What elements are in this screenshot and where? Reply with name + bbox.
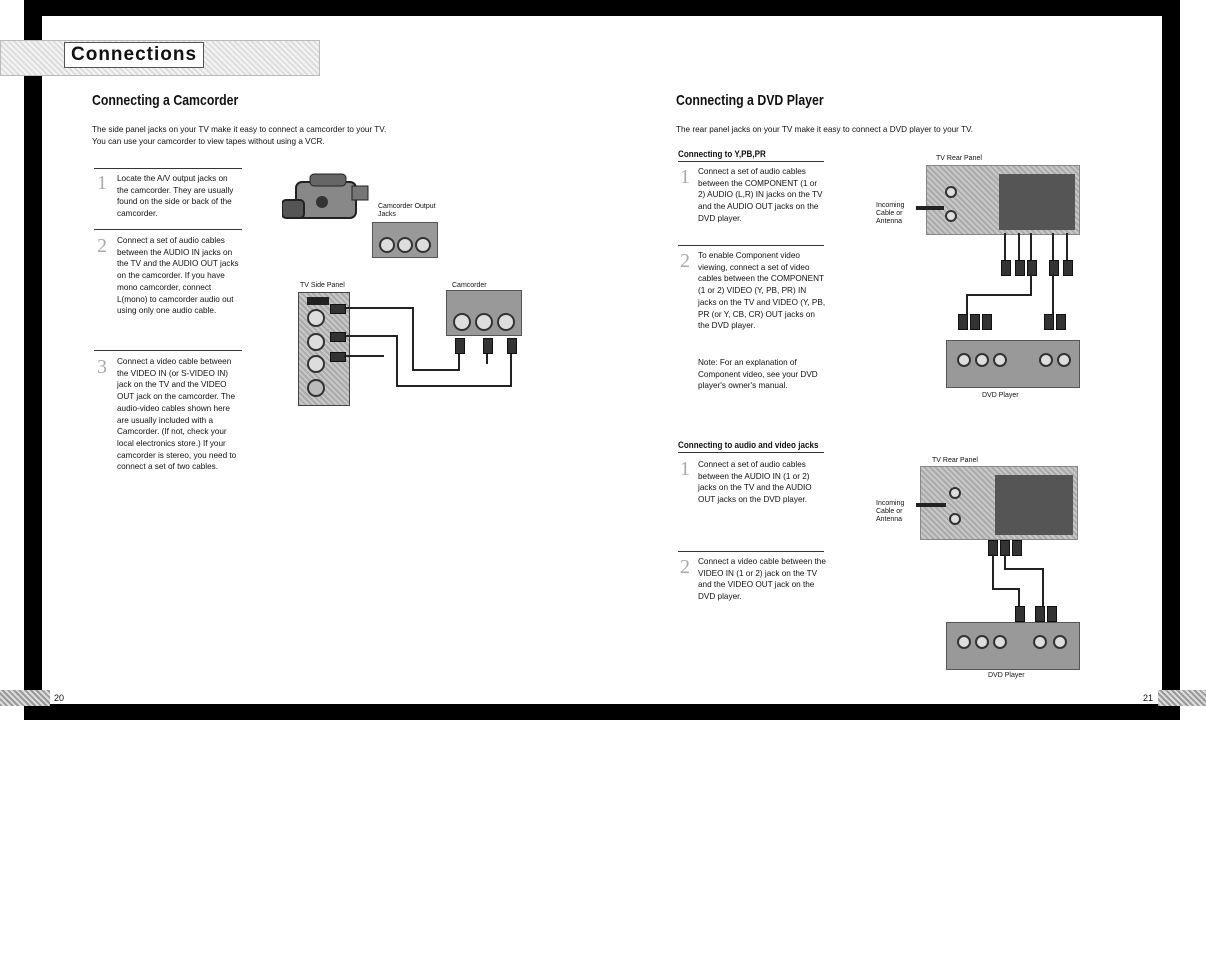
cable <box>966 294 968 314</box>
plug <box>1044 314 1054 330</box>
camcorder-illustration <box>282 172 372 236</box>
camcorder-output-label: Camcorder Output Jacks <box>378 203 436 218</box>
step-rule <box>678 245 824 246</box>
plug <box>958 314 968 330</box>
step-rule <box>678 551 824 552</box>
jack <box>415 237 431 253</box>
step-text: Connect a set of audio cables between the AUDIO IN jacks on the TV and the AUDIO OUT jacks on the camcorder. If you have mono camcorder, connect L(mono) to camcorder audio out using only one audio cable. <box>117 236 239 316</box>
cable <box>1030 233 1032 263</box>
camcorder-jack-panel <box>446 290 522 336</box>
subsection-heading: Connecting to Y,PB,PR <box>678 149 766 160</box>
jack <box>1053 635 1067 649</box>
dvd-player-panel <box>946 340 1080 388</box>
jack <box>957 353 971 367</box>
dvd-player-label: DVD Player <box>982 392 1019 399</box>
component-jack-block <box>999 174 1075 230</box>
cable <box>344 335 398 337</box>
jack <box>453 313 471 331</box>
cable <box>396 385 512 387</box>
footer-pattern-right <box>1158 690 1206 706</box>
step-number: 1 <box>97 172 107 194</box>
step-number: 2 <box>680 250 690 272</box>
cable <box>412 369 460 371</box>
s-video-jack <box>307 379 325 397</box>
step-text: Connect a video cable between the VIDEO IN (1 or 2) jack on the TV and the VIDEO OUT jack on the DVD player. <box>698 557 826 602</box>
bottom-border <box>24 704 1180 720</box>
step-rule <box>94 229 242 230</box>
cable <box>1030 274 1032 296</box>
plug <box>330 332 346 342</box>
step-text: To enable Component video viewing, connect a set of video cables between the COMPONENT (1 or 2) VIDEO (Y, PB, PR) IN jacks on the TV and VIDEO (Y, PB, PR (or Y, CB, CR) OUT jacks on the DVD player. <box>698 251 826 331</box>
jack <box>993 635 1007 649</box>
subsection-heading: Connecting to audio and video jacks <box>678 440 819 451</box>
cable <box>1004 233 1006 263</box>
plug <box>1047 606 1057 622</box>
plug <box>1027 260 1037 276</box>
cable <box>1018 588 1020 606</box>
incoming-label: Incoming Cable or Antenna <box>876 202 905 225</box>
left-border <box>24 0 42 720</box>
step-text: Connect a video cable between the VIDEO IN (or S-VIDEO IN) jack on the TV and the VIDEO OUT jack on the camcorder. The audio-video cables shown here are usually included with a Camcorder. (If not, check your local electronics store.) If your camcorder is stereo, you need to connect a set of two cables. <box>117 357 237 472</box>
step-rule <box>94 168 242 169</box>
cable <box>1052 233 1054 263</box>
page-number-left: 20 <box>54 693 65 703</box>
cable <box>1052 274 1054 316</box>
footer-pattern-left <box>0 690 50 706</box>
plug <box>1015 606 1025 622</box>
antenna-jack <box>949 487 961 499</box>
plug <box>330 352 346 362</box>
plug <box>1056 314 1066 330</box>
panel-label-block <box>307 297 329 305</box>
note-text: Note: For an explanation of Component video, see your DVD player's owner's manual. <box>698 358 818 391</box>
step-rule <box>94 350 242 351</box>
jack <box>975 635 989 649</box>
tv-rear-panel-label: TV Rear Panel <box>932 457 978 464</box>
right-border <box>1162 0 1180 720</box>
page-number-right: 21 <box>1143 693 1154 703</box>
plug <box>982 314 992 330</box>
camcorder-output-jacks <box>372 222 438 258</box>
cable <box>344 307 414 309</box>
jack <box>475 313 493 331</box>
dvd-player-label: DVD Player <box>988 672 1025 679</box>
jack <box>497 313 515 331</box>
plug <box>1015 260 1025 276</box>
jack <box>957 635 971 649</box>
plug <box>1035 606 1045 622</box>
camcorder-intro: The side panel jacks on your TV make it easy to connect a camcorder to your TV. You can use your camcorder to view tapes without using a VCR. <box>92 125 387 146</box>
plug <box>483 338 493 354</box>
step-number: 1 <box>680 166 690 188</box>
jack <box>975 353 989 367</box>
step-number: 2 <box>680 556 690 578</box>
cable <box>1004 568 1044 570</box>
antenna-jack <box>945 210 957 222</box>
page-title: Connections <box>64 42 204 68</box>
cable <box>1042 568 1044 606</box>
step-rule <box>678 452 824 453</box>
plug <box>455 338 465 354</box>
dvd-section-title: Connecting a DVD Player <box>676 92 824 109</box>
plug <box>507 338 517 354</box>
camcorder-section-title: Connecting a Camcorder <box>92 92 239 109</box>
plug <box>1012 540 1022 556</box>
antenna-cable <box>916 503 946 507</box>
plug <box>1063 260 1073 276</box>
step-text: Locate the A/V output jacks on the camcorder. They are usually found on the side or back of the camcorder. <box>117 174 234 219</box>
step-number: 2 <box>97 235 107 257</box>
cable <box>1018 233 1020 263</box>
cable <box>992 588 1020 590</box>
tv-rear-panel-label: TV Rear Panel <box>936 155 982 162</box>
top-border <box>24 0 1180 16</box>
step-text: Connect a set of audio cables between the COMPONENT (1 or 2) AUDIO (L,R) IN jacks on the TV and the AUDIO OUT jacks on the DVD player. <box>698 167 823 223</box>
plug <box>1001 260 1011 276</box>
jack <box>1033 635 1047 649</box>
dvd-intro: The rear panel jacks on your TV make it easy to connect a DVD player to your TV. <box>676 125 974 134</box>
incoming-label: Incoming Cable or Antenna <box>876 500 905 523</box>
camcorder-label: Camcorder <box>452 282 487 289</box>
antenna-jack <box>945 186 957 198</box>
jack <box>307 355 325 373</box>
tv-rear-panel <box>926 165 1080 235</box>
tv-side-panel-label: TV Side Panel <box>300 282 345 289</box>
cable <box>992 554 994 590</box>
plug <box>970 314 980 330</box>
jack <box>1057 353 1071 367</box>
plug <box>1049 260 1059 276</box>
cable <box>1066 233 1068 263</box>
cable <box>396 335 398 387</box>
cable <box>412 307 414 371</box>
dvd-player-panel <box>946 622 1080 670</box>
antenna-jack <box>949 513 961 525</box>
cable <box>966 294 1032 296</box>
step-text: Connect a set of audio cables between the AUDIO IN (1 or 2) jacks on the TV and the AUDIO OUT jacks on the DVD player. <box>698 460 812 505</box>
antenna-cable <box>916 206 944 210</box>
jack <box>379 237 395 253</box>
step-number: 1 <box>680 458 690 480</box>
jack <box>307 333 325 351</box>
jack <box>307 309 325 327</box>
plug <box>330 304 346 314</box>
jack <box>397 237 413 253</box>
step-rule <box>678 161 824 162</box>
jack <box>1039 353 1053 367</box>
av-jack-block <box>995 475 1073 535</box>
cable <box>344 355 384 357</box>
step-number: 3 <box>97 356 107 378</box>
jack <box>993 353 1007 367</box>
